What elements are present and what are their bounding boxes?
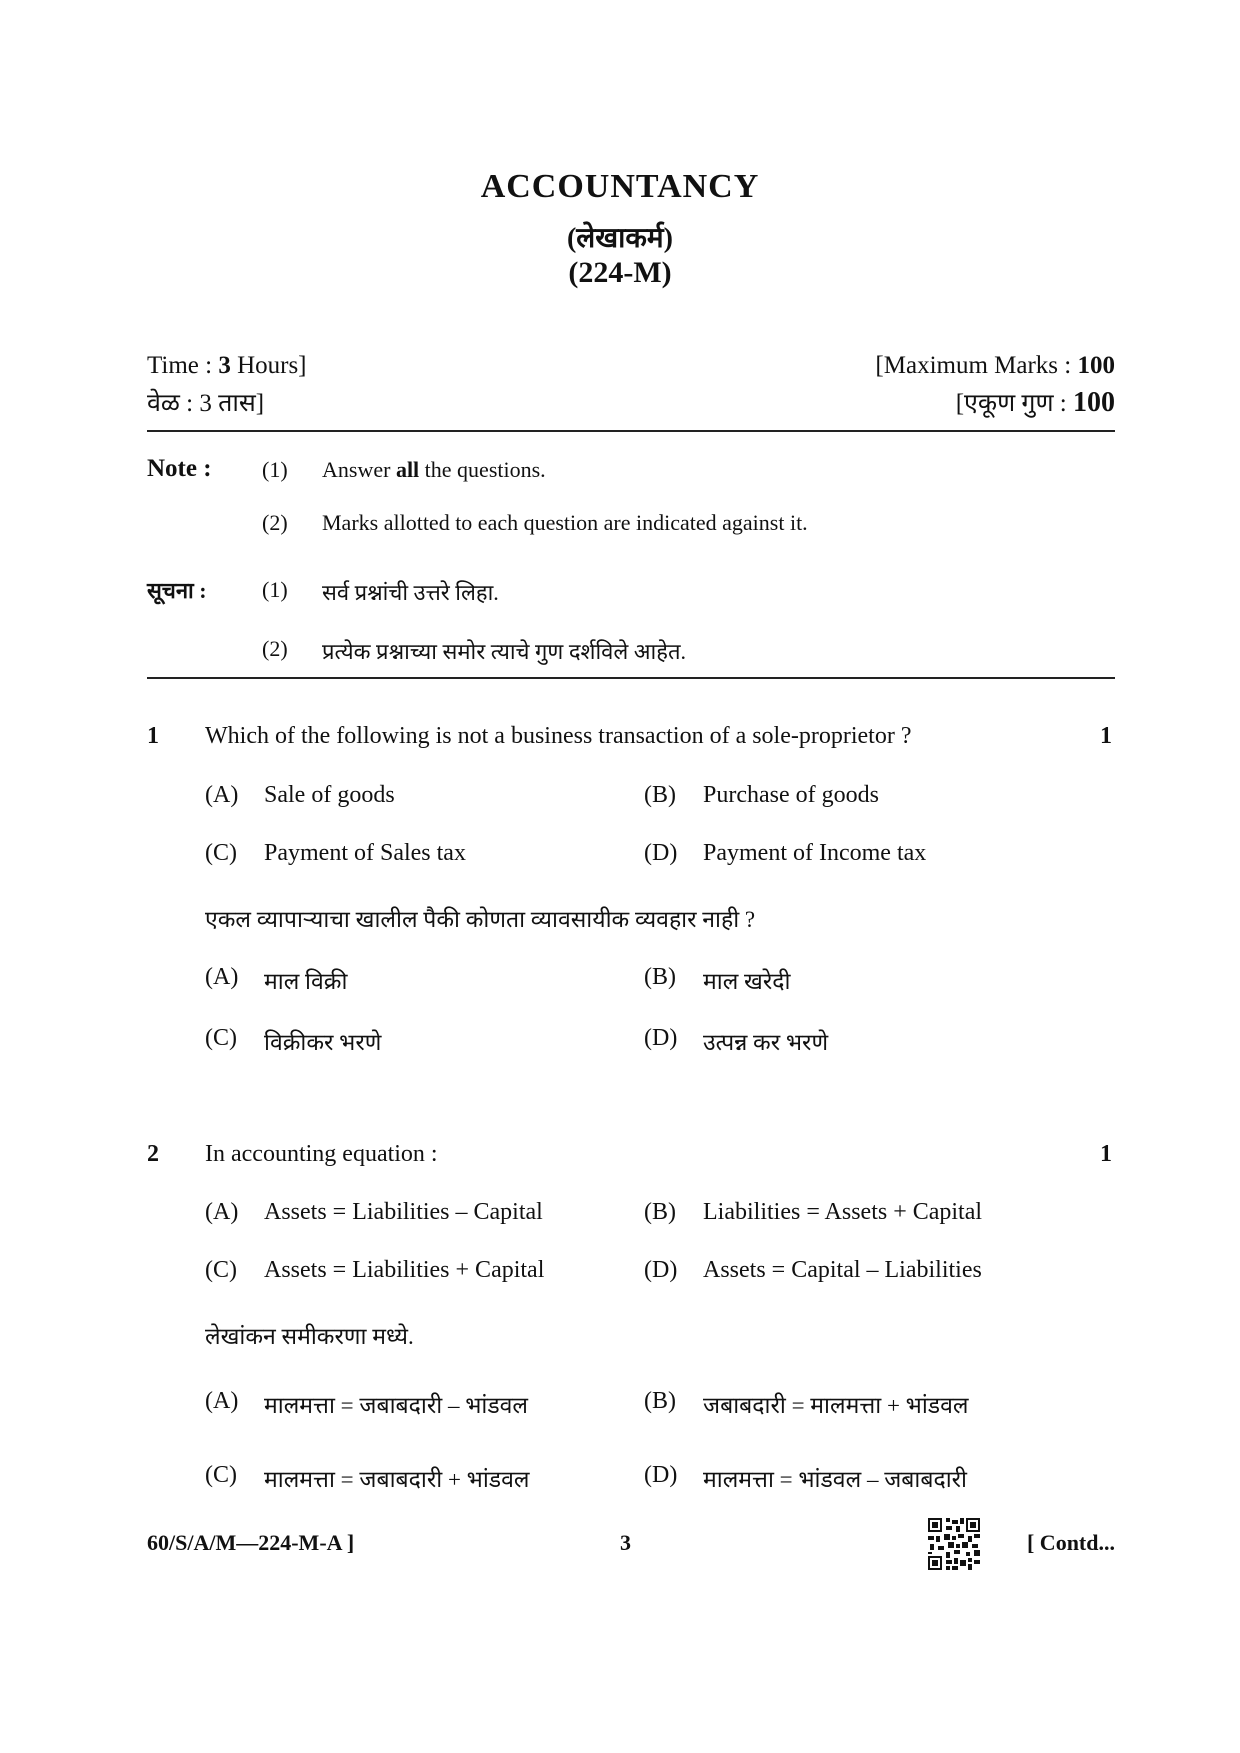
q2-mr-option-a-text: मालमत्ता = जबाबदारी – भांडवल <box>264 1393 529 1418</box>
q2-mr-option-d-text: मालमत्ता = भांडवल – जबाबदारी <box>703 1467 968 1492</box>
q2-mr-option-c-text: मालमत्ता = जबाबदारी + भांडवल <box>264 1467 530 1492</box>
footer-paper-code: 60/S/A/M—224-M-A ] <box>147 1530 355 1555</box>
q1-mr-option-c-letter: (C) <box>205 1025 237 1051</box>
note-mr-1-text: सर्व प्रश्नांची उत्तरे लिहा. <box>322 580 499 605</box>
max-marks-line-mr <box>956 385 1115 419</box>
time-line <box>147 352 307 380</box>
q1-mr-option-d-letter: (D) <box>644 1025 678 1051</box>
note-1-pre: Answer <box>322 457 396 482</box>
q2-option-c-letter: (C) <box>205 1257 237 1283</box>
paper-code: (224-M) <box>568 256 672 289</box>
note-mr-2-num: (2) <box>262 636 288 661</box>
q2-mr-option-a-letter: (A) <box>205 1388 239 1414</box>
q1-option-d-letter: (D) <box>644 840 678 866</box>
q2-option-a-letter: (A) <box>205 1199 239 1225</box>
note-heading-mr: सूचना : <box>147 578 207 603</box>
note-1-num: (1) <box>262 457 288 482</box>
q2-mr-option-c-letter: (C) <box>205 1462 237 1488</box>
q1-mr-option-a-letter: (A) <box>205 964 239 990</box>
q1-option-d-text: Payment of Income tax <box>703 840 927 866</box>
max-marks-line <box>875 352 1115 380</box>
question-1-text: Which of the following is not a business transaction of a sole-proprietor ? <box>205 723 912 749</box>
note-heading: Note : <box>147 455 212 482</box>
question-2-text: In accounting equation : <box>205 1141 438 1167</box>
q1-mr-option-c-text: विक्रीकर भरणे <box>264 1030 382 1055</box>
q2-mr-option-d-letter: (D) <box>644 1462 678 1488</box>
max-marks-label-mr: [एकूण गुण : <box>955 390 1073 417</box>
note-1-bold: all <box>395 457 420 482</box>
max-marks-value: 100 <box>1077 352 1115 379</box>
note-mr-2-text: प्रत्येक प्रश्नाच्या समोर त्याचे गुण दर्शविले आहेत. <box>322 639 687 664</box>
question-1-number: 1 <box>147 723 159 749</box>
max-marks-value-mr: 100 <box>1073 387 1115 418</box>
max-marks-label: [Maximum Marks : <box>875 352 1078 379</box>
time-label: Time : <box>147 352 219 379</box>
note-1-text <box>322 457 546 483</box>
q1-mr-option-b-letter: (B) <box>644 964 676 990</box>
question-1-marks: 1 <box>1100 723 1112 749</box>
note-1-post: the questions. <box>419 457 546 482</box>
note-mr-1-num: (1) <box>262 577 288 602</box>
question-2-text-mr: लेखांकन समीकरणा मध्ये. <box>205 1324 414 1349</box>
q2-option-d-letter: (D) <box>644 1257 678 1283</box>
divider-top <box>147 430 1115 432</box>
time-line-mr: वेळ : 3 तास] <box>147 390 265 417</box>
footer-page-number: 3 <box>620 1530 631 1555</box>
q1-option-b-letter: (B) <box>644 782 676 808</box>
q1-mr-option-d-text: उत्पन्न कर भरणे <box>703 1030 829 1055</box>
qr-code-icon <box>928 1518 980 1570</box>
question-1-text-mr: एकल व्यापाऱ्याचा खालील पैकी कोणता व्यावसायीक व्यवहार नाही ? <box>205 907 756 932</box>
q2-option-d-text: Assets = Capital – Liabilities <box>703 1257 982 1283</box>
q2-option-a-text: Assets = Liabilities – Capital <box>264 1199 543 1225</box>
note-2-num: (2) <box>262 510 288 535</box>
q1-option-c-text: Payment of Sales tax <box>264 840 466 866</box>
question-2-marks: 1 <box>1100 1141 1112 1167</box>
q1-option-a-letter: (A) <box>205 782 239 808</box>
divider-notes <box>147 677 1115 679</box>
time-unit: Hours] <box>230 352 307 379</box>
q2-option-c-text: Assets = Liabilities + Capital <box>264 1257 545 1283</box>
q1-option-a-text: Sale of goods <box>264 782 395 808</box>
q1-option-c-letter: (C) <box>205 840 237 866</box>
footer-contd: [ Contd... <box>1026 1530 1115 1555</box>
time-value: 3 <box>218 352 231 379</box>
paper-title: ACCOUNTANCY <box>480 168 760 205</box>
q2-mr-option-b-letter: (B) <box>644 1388 676 1414</box>
question-2-number: 2 <box>147 1141 159 1167</box>
q1-option-b-text: Purchase of goods <box>703 782 879 808</box>
note-2-text: Marks allotted to each question are indicated against it. <box>322 510 808 535</box>
paper-subtitle: (लेखाकर्म) <box>566 223 674 254</box>
q2-option-b-text: Liabilities = Assets + Capital <box>703 1199 983 1225</box>
q1-mr-option-b-text: माल खरेदी <box>703 969 791 994</box>
q2-option-b-letter: (B) <box>644 1199 676 1225</box>
q2-mr-option-b-text: जबाबदारी = मालमत्ता + भांडवल <box>703 1393 969 1418</box>
q1-mr-option-a-text: माल विक्री <box>264 969 348 994</box>
